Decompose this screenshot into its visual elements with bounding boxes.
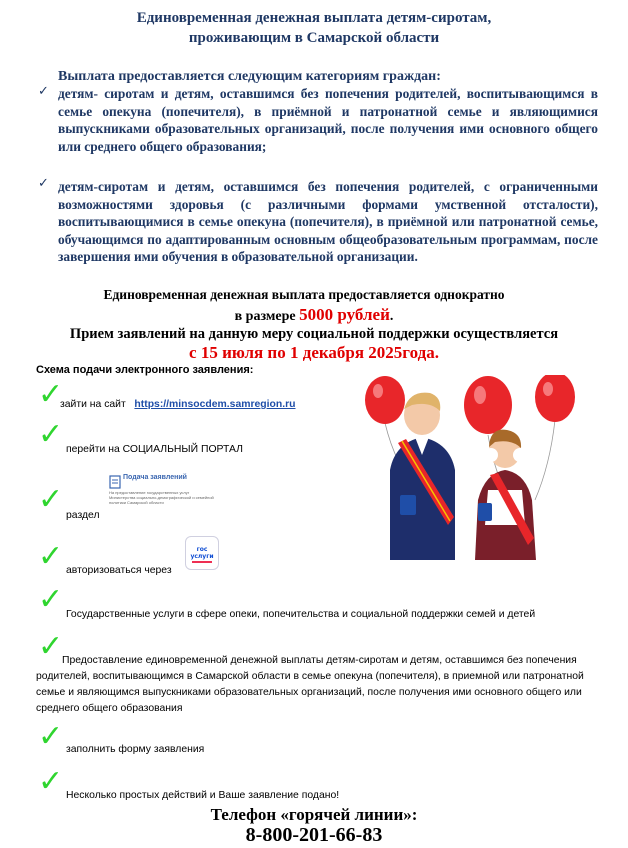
gos-logo-line-2: услуги bbox=[190, 553, 214, 560]
payment-prefix: в размере bbox=[234, 309, 296, 324]
widget-desc: На предоставление государственных услуг Министерства социально-демографической и семейной политики Самарской области bbox=[109, 490, 214, 505]
gos-logo-line-1: гос bbox=[196, 546, 208, 553]
gos-logo-stripe bbox=[192, 561, 212, 563]
category-item-2: детям-сиротам и детям, оставшимся без попечения родителей, с ограниченными возможностями здоровья (с различными формами умственной отсталости), воспитывающимися в семье опекуна (попечителя), в приёмной или патронатной семье, обучающимся по адаптированным основным общеобразовательным программам, после завершения ими обучения в образовательной организации. bbox=[58, 179, 598, 265]
hotline-number: 8-800-201-66-83 bbox=[245, 824, 383, 846]
step-1 bbox=[60, 397, 296, 413]
step-1-text: зайти на сайт bbox=[60, 399, 126, 410]
title-line-2: проживающим в Самарской области bbox=[188, 30, 440, 46]
green-check-icon: ✓ bbox=[38, 482, 64, 517]
gosuslugi-logo[interactable] bbox=[185, 536, 219, 570]
green-check-icon: ✓ bbox=[38, 377, 64, 412]
green-check-icon: ✓ bbox=[38, 719, 64, 754]
green-check-icon: ✓ bbox=[38, 539, 64, 574]
payment-line-1: Единовременная денежная выплата предоставляется однократно bbox=[103, 287, 505, 302]
hotline-title: Телефон «горячей линии»: bbox=[210, 805, 418, 824]
step-3: раздел bbox=[66, 510, 100, 521]
checkmark-bullet-icon: ✓ bbox=[38, 84, 49, 99]
title-line-1: Единовременная денежная выплата детям-сиротам, bbox=[136, 10, 492, 26]
step-2: перейти на СОЦИАЛЬНЫЙ ПОРТАЛ bbox=[66, 444, 243, 455]
green-check-icon: ✓ bbox=[38, 417, 64, 452]
payment-amount: 5000 рублей bbox=[299, 305, 390, 324]
checkmark-bullet-icon: ✓ bbox=[38, 176, 49, 191]
categories-heading: Выплата предоставляется следующим категориям граждан: bbox=[58, 69, 441, 84]
green-check-icon: ✓ bbox=[38, 764, 64, 799]
document-icon bbox=[109, 475, 121, 489]
widget-title: Подача заявлений bbox=[123, 474, 187, 481]
step-4: авторизоваться через bbox=[66, 565, 172, 576]
application-submission-widget[interactable] bbox=[107, 473, 217, 515]
payment-amount-line bbox=[0, 305, 628, 325]
scheme-heading: Схема подачи электронного заявления: bbox=[36, 364, 254, 376]
step-8: Несколько простых действий и Ваше заявление подано! bbox=[66, 790, 340, 801]
step-6: Предоставление единовременной денежной выплаты детям-сиротам и детям, оставшимся без попечения родителей, воспитывающимся в Самарской области в семье опекуна (попечителя), в приемной или патронатной семье и являющимся выпускниками образовательных организаций, после получения ими основного общего или среднего общего образования bbox=[36, 655, 584, 714]
green-check-icon: ✓ bbox=[38, 582, 64, 617]
application-line: Прием заявлений на данную меру социальной поддержки осуществляется bbox=[69, 326, 559, 342]
payment-suffix: . bbox=[389, 309, 394, 324]
step-5: Государственные услуги в сфере опеки, попечительства и социальной поддержки семей и детей bbox=[66, 609, 536, 620]
green-check-icon: ✓ bbox=[38, 629, 64, 664]
graduates-illustration bbox=[350, 375, 575, 560]
step-7: заполнить форму заявления bbox=[66, 744, 205, 755]
application-dates: с 15 июля по 1 декабря 2025года. bbox=[189, 343, 439, 362]
page-title bbox=[0, 8, 628, 48]
category-item-1: детям- сиротам и детям, оставшимся без попечения родителей, воспитывающимся в семье опекуна (попечителя), в приёмной и патронатной семье и являющимися выпускниками образовательных организаций, после получения ими основного общего или среднего общего образования; bbox=[58, 86, 598, 154]
minsocdem-link[interactable]: https://minsocdem.samregion.ru bbox=[134, 399, 296, 410]
